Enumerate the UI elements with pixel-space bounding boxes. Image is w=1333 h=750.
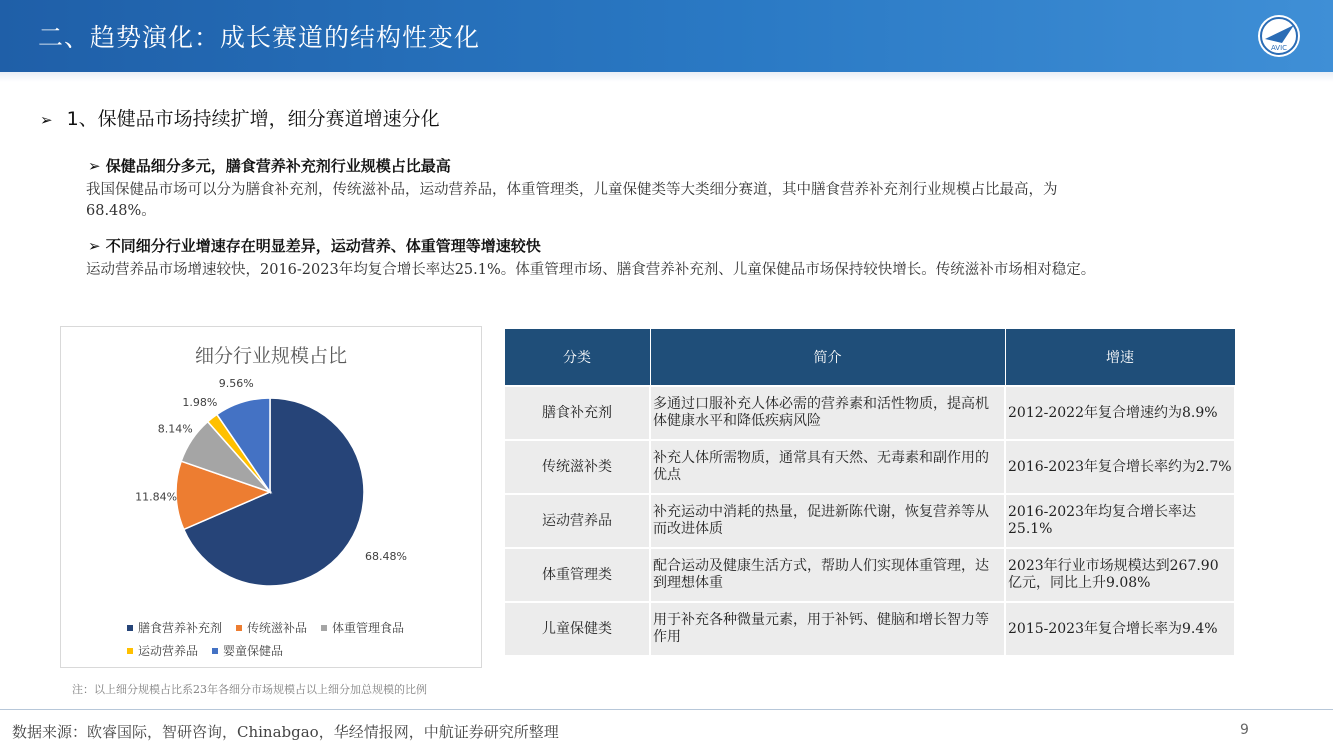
legend-item bbox=[127, 619, 222, 636]
table-row bbox=[504, 548, 1235, 602]
legend-swatch bbox=[127, 625, 133, 631]
legend-row bbox=[127, 642, 404, 659]
intro-cell: 配合运动及健康生活方式，帮助人们实现体重管理，达到理想体重 bbox=[650, 548, 1005, 602]
slide-title: 二、趋势演化：成长赛道的结构性变化 bbox=[38, 23, 481, 52]
data-source: 数据来源：欧睿国际，智研咨询，Chinabgao，华经情报网，中航证券研究所整理 bbox=[12, 723, 559, 741]
header-intro: 简介 bbox=[650, 329, 1005, 387]
intro-cell: 补充运动中消耗的热量，促进新陈代谢，恢复营养等从而改进体质 bbox=[650, 494, 1005, 548]
section-heading bbox=[40, 104, 440, 131]
legend-label: 运动营养品 bbox=[138, 644, 199, 658]
pie-chart-panel bbox=[60, 326, 482, 668]
table-row bbox=[504, 440, 1235, 494]
table-row bbox=[504, 386, 1235, 440]
legend-row bbox=[127, 619, 404, 636]
header-bar bbox=[0, 0, 1333, 72]
table-header-row bbox=[504, 329, 1235, 387]
legend-swatch bbox=[127, 648, 133, 654]
point-1-text bbox=[86, 180, 1058, 222]
slice-value-label: 1.98% bbox=[182, 396, 218, 410]
growth-cell: 2016-2023年复合增长率约为2.7% bbox=[1005, 440, 1235, 494]
point-2-text bbox=[86, 260, 1095, 281]
category-cell: 运动营养品 bbox=[504, 494, 650, 548]
section-title: 1、保健品市场持续扩增，细分赛道增速分化 bbox=[66, 108, 440, 130]
point-2-line-1: 运动营养品市场增速较快，2016-2023年均复合增长率达25.1%。体重管理市场、膳食营养补充剂、儿童保健品市场保持较快增长。传统滋补市场相对稳定。 bbox=[86, 262, 1096, 278]
intro-cell: 多通过口服补充人体必需的营养素和活性物质，提高机体健康水平和降低疾病风险 bbox=[650, 386, 1005, 440]
legend-swatch bbox=[236, 625, 242, 631]
legend-item bbox=[127, 642, 198, 659]
legend-label: 体重管理食品 bbox=[332, 621, 405, 635]
footer-divider bbox=[0, 709, 1333, 710]
legend-item bbox=[236, 619, 307, 636]
intro-cell: 补充人体所需物质，通常具有天然、无毒素和副作用的优点 bbox=[650, 440, 1005, 494]
chart-title: 细分行业规模占比 bbox=[194, 345, 347, 367]
point-1-line-2: 68.48%。 bbox=[86, 203, 156, 219]
header-category: 分类 bbox=[504, 329, 650, 387]
legend-label: 传统滋补品 bbox=[247, 621, 308, 635]
legend-label: 膳食营养补充剂 bbox=[138, 621, 223, 635]
point-1-line-1: 我国保健品市场可以分为膳食补充剂，传统滋补品，运动营养品，体重管理类，儿童保健类等大类细分赛道，其中膳食营养补充剂行业规模占比最高，为 bbox=[86, 182, 1058, 198]
category-cell: 传统滋补类 bbox=[504, 440, 650, 494]
chart-legend bbox=[127, 619, 404, 665]
header-growth: 增速 bbox=[1005, 329, 1235, 387]
intro-cell: 用于补充各种微量元素，用于补钙、健脑和增长智力等作用 bbox=[650, 602, 1005, 656]
point-1-title: ➢ 保健品细分多元，膳食营养补充剂行业规模占比最高 bbox=[88, 157, 451, 175]
slice-value-label: 68.48% bbox=[365, 550, 407, 563]
section-bullet-icon: ➢ bbox=[40, 111, 53, 129]
legend-swatch bbox=[321, 625, 327, 631]
header-shadow bbox=[0, 72, 1333, 82]
legend-swatch bbox=[212, 648, 218, 654]
chart-note: 注：以上细分规模占比系23年各细分市场规模占以上细分加总规模的比例 bbox=[72, 683, 427, 696]
legend-label: 婴童保健品 bbox=[223, 644, 284, 658]
logo-text: AVIC bbox=[1270, 44, 1288, 52]
legend-item bbox=[321, 619, 404, 636]
avic-logo-icon bbox=[1256, 13, 1302, 59]
growth-cell: 2016-2023年均复合增长率达25.1% bbox=[1005, 494, 1235, 548]
category-cell: 膳食补充剂 bbox=[504, 386, 650, 440]
page-number: 9 bbox=[1240, 722, 1249, 738]
growth-cell: 2012-2022年复合增速约为8.9% bbox=[1005, 386, 1235, 440]
table-row bbox=[504, 602, 1235, 656]
slice-value-label: 8.14% bbox=[157, 422, 193, 436]
legend-item bbox=[212, 642, 283, 659]
point-2-title: ➢ 不同细分行业增速存在明显差异，运动营养、体重管理等增速较快 bbox=[88, 237, 541, 255]
growth-cell: 2015-2023年复合增长率为9.4% bbox=[1005, 602, 1235, 656]
category-table bbox=[503, 328, 1236, 657]
growth-cell: 2023年行业市场规模达到267.90亿元，同比上升9.08% bbox=[1005, 548, 1235, 602]
slice-value-label: 9.56% bbox=[218, 377, 254, 391]
pie-chart bbox=[61, 327, 481, 617]
category-cell: 体重管理类 bbox=[504, 548, 650, 602]
category-cell: 儿童保健类 bbox=[504, 602, 650, 656]
table-row bbox=[504, 494, 1235, 548]
slice-value-label: 11.84% bbox=[135, 490, 178, 504]
